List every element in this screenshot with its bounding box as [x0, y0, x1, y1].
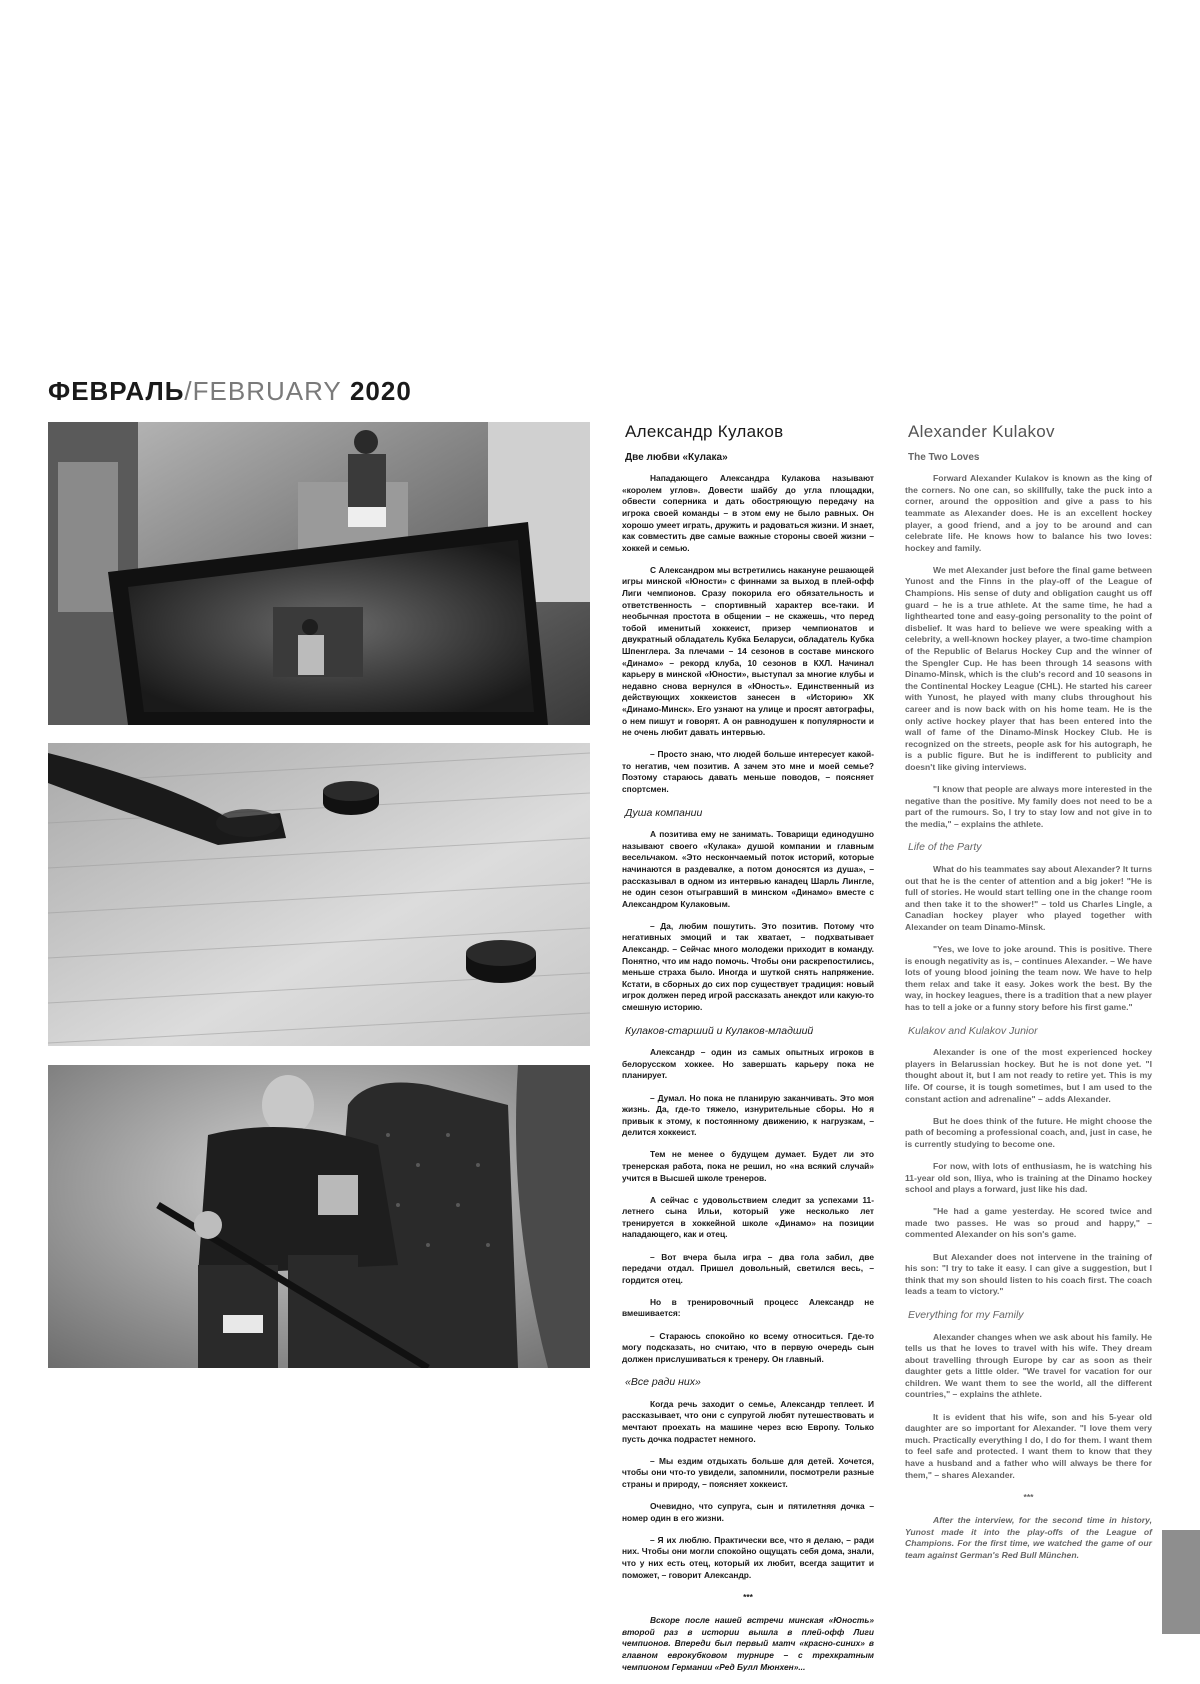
month-ru: ФЕВРАЛЬ	[48, 376, 185, 406]
paragraph: – Я их люблю. Практически все, что я делаю, – ради них. Чтобы они могли спокойно ощущать себя дома, знали, что у них есть отец, который их любит, всегда защитит и поможет, – говорит Александр.	[622, 1534, 874, 1580]
title-separator: /	[184, 376, 193, 406]
paragraph: – Думал. Но пока не планирую заканчивать. Это моя жизнь. Да, где-то тяжело, изнурительные сборы. Но я привык к этому, к постоянному движению, к нагрузкам, – делится хоккеист.	[622, 1092, 874, 1138]
paragraph: Alexander is one of the most experienced hockey players in Belarussian hockey. But he is not done yet. "I thought about it, but I am not ready to retire yet. This is my life. Of course, it is tough sometimes, but I am used to the constant action and adrenaline" – adds Alexander.	[905, 1047, 1152, 1104]
paragraph: Очевидно, что супруга, сын и пятилетняя дочка – номер один в его жизни.	[622, 1501, 874, 1523]
paragraph: "I know that people are always more interested in the negative than the positive. My family does not need to be a part of the rumours. So, I try to stay low and not give in to the media," – explains the athlete.	[905, 784, 1152, 829]
separator-stars: ***	[743, 1591, 753, 1602]
paragraph: – Просто знаю, что людей больше интересует какой-то негатив, чем позитив. А зачем это мне и моей семье? Поэтому стараюсь давать меньше поводов, – поясняет спортсмен.	[622, 749, 874, 795]
section-title: Life of the Party	[908, 841, 982, 854]
paragraph: – Да, любим пошутить. Это позитив. Потому что негативных эмоций и так хватает, – подхватывает Александр. – Сейчас много молодежи приходит в команду. Понятно, что им надо помочь. Чтобы они раскрепостились, меньше страха было. Иногда и шуткой снять напряжение. Кстати, в сборных до сих пор существует традиция: новый игрок должен перед игрой рассказать анекдот или какую-то смешную историю.	[622, 920, 874, 1013]
page-edge-tab	[1162, 1530, 1200, 1634]
year: 2020	[349, 376, 412, 406]
hockey-stick-pucks-photo	[48, 743, 590, 1046]
paragraph: "Yes, we love to joke around. This is positive. There is enough negativity as is, – continues Alexander. – We have lots of young blood joining the team now. We have to help them relax and take it easy. Jokes work the best. By the way, in hockey leagues, there is a tradition that a new player has to tell a joke or a funny story before his first game."	[905, 944, 1152, 1013]
paragraph: Forward Alexander Kulakov is known as the king of the corners. No one can, so skillfully, take the puck into a corner, around the opposition and give a pass to his teammate as Alexander does. He is an excellent hockey player, a good friend, and a joy to be around and can celebrate life. He knows how to balance his two loves: hockey and family.	[905, 473, 1152, 553]
paragraph: "He had a game yesterday. He scored twice and made two passes. He was so proud and happy," – commented Alexander on his son's game.	[905, 1206, 1152, 1240]
paragraph: А сейчас с удовольствием следит за успехами 11-летнего сына Ильи, который уже несколько лет тренируется в хоккейной школе «Динамо» на позиции нападающего, как и отец.	[622, 1194, 874, 1240]
paragraph: Александр – один из самых опытных игроков в белорусском хоккее. Но завершать карьеру пока не планирует.	[622, 1047, 874, 1081]
paragraph: – Мы ездим отдыхать больше для детей. Хочется, чтобы они что-то увидели, запомнили, посмотрели разные страны и природу, – поясняет хоккеист.	[622, 1455, 874, 1489]
paragraph: – Стараюсь спокойно ко всему относиться. Где-то могу подсказать, но считаю, что в первую очередь сын должен прислушиваться к тренеру. Он главный.	[622, 1330, 874, 1364]
paragraph: – Вот вчера была игра – два гола забил, две передачи отдал. Пришел довольный, светился весь, – гордится отец.	[622, 1251, 874, 1285]
paragraph: Alexander changes when we ask about his family. He tells us that he loves to travel with his wife. They dream about travelling through Europe by car as soon as their daughter gets a little older. "We travel for vacation for our children. We want them to see the world, all the different countries," – explains the athlete.	[905, 1331, 1152, 1400]
outro-paragraph: After the interview, for the second time in history, Yunost made it into the play-offs of the League of Champions. For the first time, we watched the game of our team against German's Red Bull München.	[905, 1515, 1152, 1560]
article-russian	[622, 424, 874, 1684]
paragraph: It is evident that his wife, son and his 5-year old daughter are so important for Alexander. "I love them very much. Practically everything I do, I do for them. I want them to feel safe and protected. I want them to know that they have a husband and a father who will always be there for them," – shares Alexander.	[905, 1411, 1152, 1480]
paragraph: А позитива ему не занимать. Товарищи единодушно называют своего «Кулака» душой компании и главным весельчаком. «Это нескончаемый поток историй, которые начинаются в раздевалке, а потом доносятся из душа», – рассказывал в одном из интервью канадец Шарль Лингле, не один сезон отыгравший в минском «Динамо» вместе с Александром Кулаковым.	[622, 829, 874, 909]
outro-paragraph: Вскоре после нашей встречи минская «Юность» второй раз в истории вышла в плей-офф Лиги чемпионов. Впереди был первый матч «красно-синих» в главном еврокубковом турнире – с трехкратным чемпионом Германии «Ред Булл Мюнхен»...	[622, 1615, 874, 1672]
section-title: Кулаков-старший и Кулаков-младший	[625, 1024, 814, 1037]
article-name-en: Alexander Kulakov	[908, 422, 1055, 441]
paragraph: Когда речь заходит о семье, Александр теплеет. И рассказывает, что они с супругой любят путешествовать и мечтают проехать на машине через всю Европу. Только пусть дочка подрастет немного.	[622, 1398, 874, 1444]
hockey-player-armchair-photo	[48, 1065, 590, 1368]
article-name-ru: Александр Кулаков	[625, 422, 784, 441]
studio-photoshoot-monitor-photo	[48, 422, 590, 725]
page-title	[48, 376, 412, 407]
paragraph: What do his teammates say about Alexander? It turns out that he is the center of attention and a big joker! "He is full of stories. He would start telling one in the change room and then take it to the shower!" – told us Charles Lingle, a Canadian hockey player who played together with Alexander on team Dinamo-Minsk.	[905, 864, 1152, 932]
article-english	[905, 424, 1152, 1572]
section-title: «Все ради них»	[625, 1376, 701, 1389]
paragraph: Тем не менее о будущем думает. Будет ли это тренерская работа, пока не решил, но «на всякий случай» учится в Высшей школе тренеров.	[622, 1149, 874, 1183]
paragraph: But Alexander does not intervene in the training of his son: "I try to take it easy. I can give a suggestion, but I think that my son should listen to his coach first. The coach leads a team to victory."	[905, 1251, 1152, 1297]
section-title: The Two Loves	[908, 451, 980, 463]
section-title: Everything for my Family	[908, 1308, 1024, 1321]
section-title: Душа компании	[625, 806, 703, 819]
paragraph: С Александром мы встретились накануне решающей игры минской «Юности» с финнами за выход в плей-офф Лиги чемпионов. Сразу покорила его обязательность и ответственность – спортивный характер все-таки. И необычная простота в общении – не скажешь, что перед тобой именитый хоккеист, призер чемпионатов и двукратный обладатель Кубка Беларуси, обладатель Кубка Шпенглера. За плечами – 14 сезонов в составе минского «Динамо» – рекорд клуба, 10 сезонов в КХЛ. Начинал карьеру в минской «Юности», выступал за многие клубы и недавно снова вернулся в «Юность». Единственный из действующих хоккеистов занесен в «Историю» ХК «Динамо-Минск». Его узнают на улице и просят автографы, о нем пишут и говорят. А он равнодушен к популярности и не очень любит давать интервью.	[622, 564, 874, 738]
paragraph: Но в тренировочный процесс Александр не вмешивается:	[622, 1296, 874, 1319]
separator-stars: ***	[1023, 1491, 1034, 1502]
paragraph: But he does think of the future. He might choose the path of becoming a professional coach, and, just in case, he is currently studying to become one.	[905, 1115, 1152, 1149]
paragraph: Нападающего Александра Кулакова называют «королем углов». Довести шайбу до угла площадки, обвести соперника и дать обостряющую передачу на игрока своей команды – в этом ему не было равных. Он хорошо умеет играть, дружить и радоваться жизни. И знает, как совместить две самые важные стороны своей жизни – хоккей и семью.	[622, 473, 874, 553]
paragraph: We met Alexander just before the final game between Yunost and the Finns in the play-off of the League of Champions. His sense of duty and obligation caught us off guard – he is a true athlete. At the same time, he had a lighthearted tone and easy-going personality to the point of disbelief. It was hard to believe we were speaking with a celebrity, a well-known hockey player, a two-time champion of the Republic of Belarus Hockey Cup and the winner of the Spengler Cup. He has been through 14 seasons with Dinamo-Minsk, which is the club's record and 10 seasons in the Continental Hockey League (CHL). He started his career with Yunost, he played with many clubs throughout his career and is now back with on his home team. He is the only active hockey player that has been entered into the wall of fame of the Dinamo-Minsk Hockey Club. He is recognized on the streets, people ask for his autograph, he is a public figure. But he is indifferent to publicity and doesn't like giving interviews.	[905, 564, 1152, 772]
section-title: Kulakov and Kulakov Junior	[908, 1024, 1038, 1037]
paragraph: For now, with lots of enthusiasm, he is watching his 11-year old son, Iliya, who is training at the Dinamo hockey school and plays a forward, just like his dad.	[905, 1160, 1152, 1195]
section-title: Две любви «Кулака»	[625, 451, 728, 463]
month-en: FEBRUARY	[192, 376, 342, 406]
